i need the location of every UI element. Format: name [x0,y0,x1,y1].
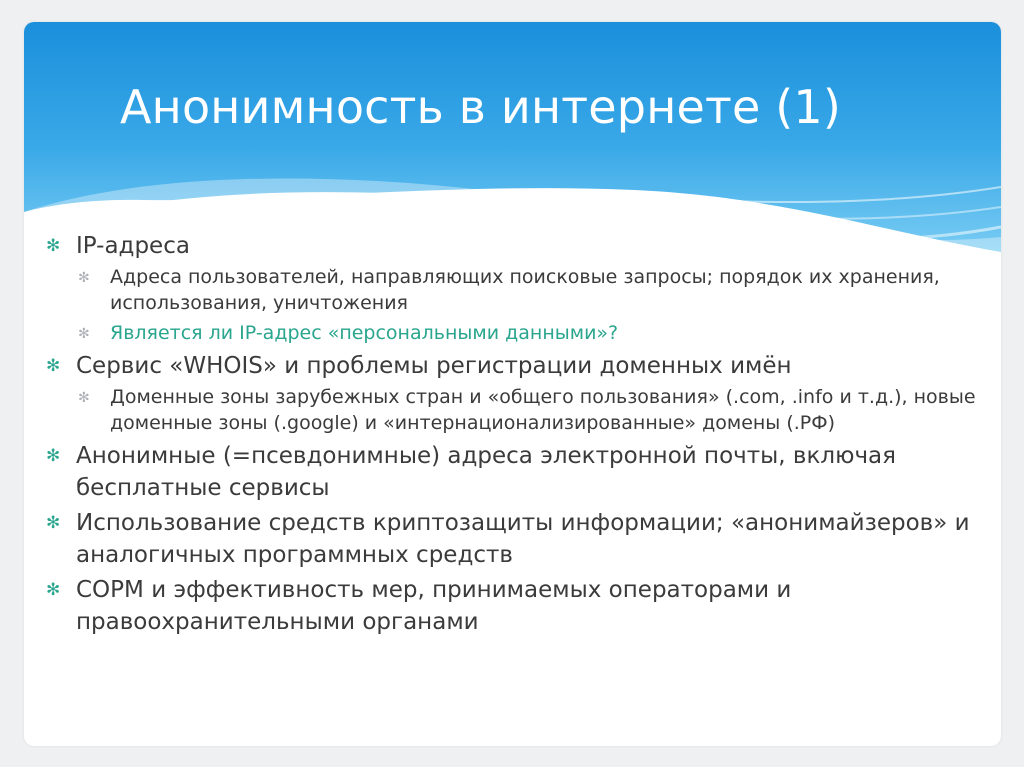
sub-list [76,384,984,436]
list-item [44,440,984,504]
asterisk-icon: ✻ [46,580,61,600]
bullet-list [44,230,984,638]
sub-list-item-text: Адреса пользователей, направляющих поисковые запросы; порядок их хранения, использования, уничтожения [110,266,940,314]
asterisk-icon: ✻ [46,513,61,533]
list-item-text: Сервис «WHOIS» и проблемы регистрации доменных имён [76,353,792,379]
sub-list-item [76,264,984,316]
list-item [44,350,984,436]
list-item-text: Использование средств криптозащиты информации; «анонимайзеров» и аналогичных программных средств [76,510,970,568]
list-item [44,230,984,346]
sub-list-item [76,384,984,436]
list-item-text: Анонимные (=псевдонимные) адреса электронной почты, включая бесплатные сервисы [76,443,896,501]
sub-list-item-text: Доменные зоны зарубежных стран и «общего пользования» (.com, .info и т.д.), новые доменные зоны (.google) и «интернационализированные» домены (.РФ) [110,386,976,434]
list-item-text: IP-адреса [76,233,190,259]
asterisk-icon: ✻ [78,326,90,342]
sub-list [76,264,984,346]
sub-list-item [76,320,984,346]
list-item-text: СОРМ и эффективность мер, принимаемых операторами и правоохранительными органами [76,577,792,635]
asterisk-icon: ✻ [46,236,61,256]
list-item [44,507,984,571]
slide-title: Анонимность в интернете (1) [120,80,842,134]
asterisk-icon: ✻ [46,356,61,376]
slide [24,22,1001,746]
asterisk-icon: ✻ [46,446,61,466]
bullet-list-container [44,230,984,641]
asterisk-icon: ✻ [78,270,90,286]
sub-list-item-text: Является ли IP-адрес «персональными данными»? [110,322,619,344]
list-item [44,574,984,638]
asterisk-icon: ✻ [78,390,90,406]
